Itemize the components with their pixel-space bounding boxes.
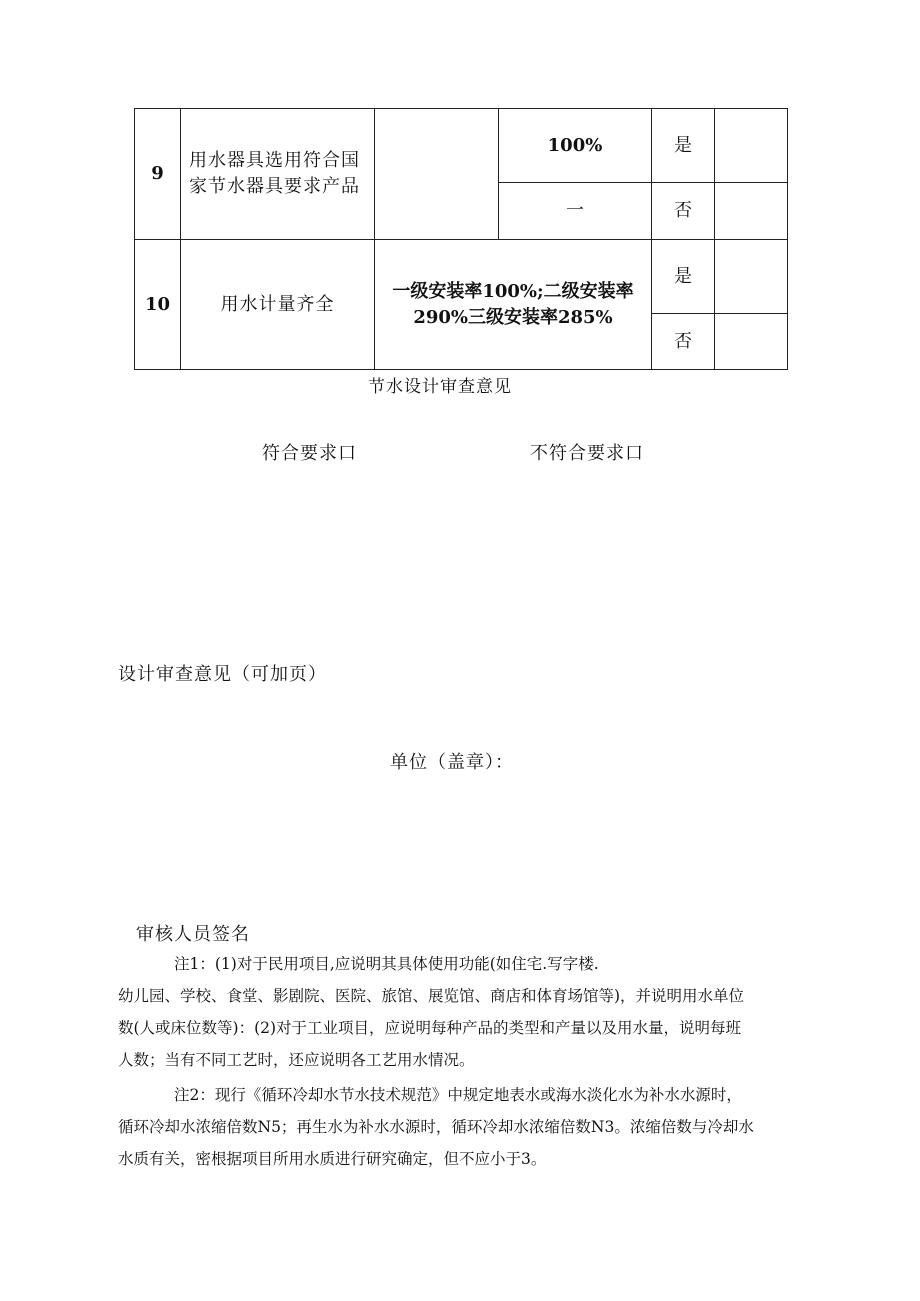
no-cell: 否 — [652, 314, 715, 370]
note2-line: 注2：现行《循环冷却水节水技术规范》中规定地表水或海水淡化水为补水水源时， — [174, 1086, 742, 1104]
row-blank-cell — [375, 109, 499, 240]
row-number: 10 — [135, 240, 181, 370]
table-row — [135, 109, 788, 183]
no-cell: 否 — [652, 183, 715, 240]
yes-cell: 是 — [652, 109, 715, 183]
note1-line: 数(人或床位数等)：(2)对于工业项目，应说明每种产品的类型和产量以及用水量，说明每班 — [118, 1019, 742, 1037]
row-standard — [375, 240, 652, 370]
check-cell[interactable] — [715, 240, 788, 314]
note1-line: 注1：(1)对于民用项目,应说明其具体使用功能(如住宅.写字楼. — [174, 955, 599, 973]
review-table — [134, 108, 788, 370]
design-review-label: 设计审查意见（可加页） — [118, 664, 327, 685]
row-item: 用水计量齐全 — [181, 240, 375, 370]
note2-line: 循环冷却水浓缩倍数N5；再生水为补水水源时，循环冷却水浓缩倍数N3。浓缩倍数与冷却水 — [118, 1118, 754, 1136]
meets-requirements-option[interactable]: 符合要求口 — [262, 443, 357, 464]
note2-line: 水质有关，密根据项目所用水质进行研究确定，但不应小于3。 — [118, 1150, 547, 1168]
note1-line: 人数；当有不同工艺时，还应说明各工艺用水情况。 — [118, 1051, 475, 1069]
row-standard: 一 — [499, 183, 652, 240]
reviewer-sign-label: 审核人员签名 — [136, 924, 250, 945]
check-cell[interactable] — [715, 109, 788, 183]
row-standard: 100% — [499, 109, 652, 183]
unit-seal-label: 单位（盖章）： — [390, 752, 514, 773]
row-number: 9 — [135, 109, 181, 240]
check-cell[interactable] — [715, 183, 788, 240]
table-row — [135, 240, 788, 314]
row-item-line: 用水器具选用符合国 — [189, 150, 360, 171]
yes-cell: 是 — [652, 240, 715, 314]
review-title: 节水设计审查意见 — [368, 377, 512, 397]
row-standard-line: 一级安装率100%;二级安装率 — [392, 280, 634, 302]
row-standard-line: 290%三级安装率285% — [413, 306, 613, 328]
not-meets-requirements-option[interactable]: 不符合要求口 — [530, 443, 644, 464]
note1-line: 幼儿园、学校、食堂、影剧院、医院、旅馆、展览馆、商店和体育场馆等)，并说明用水单位 — [118, 987, 745, 1005]
row-item — [181, 109, 375, 240]
check-cell[interactable] — [715, 314, 788, 370]
row-item-line: 家节水器具要求产品 — [189, 176, 360, 197]
